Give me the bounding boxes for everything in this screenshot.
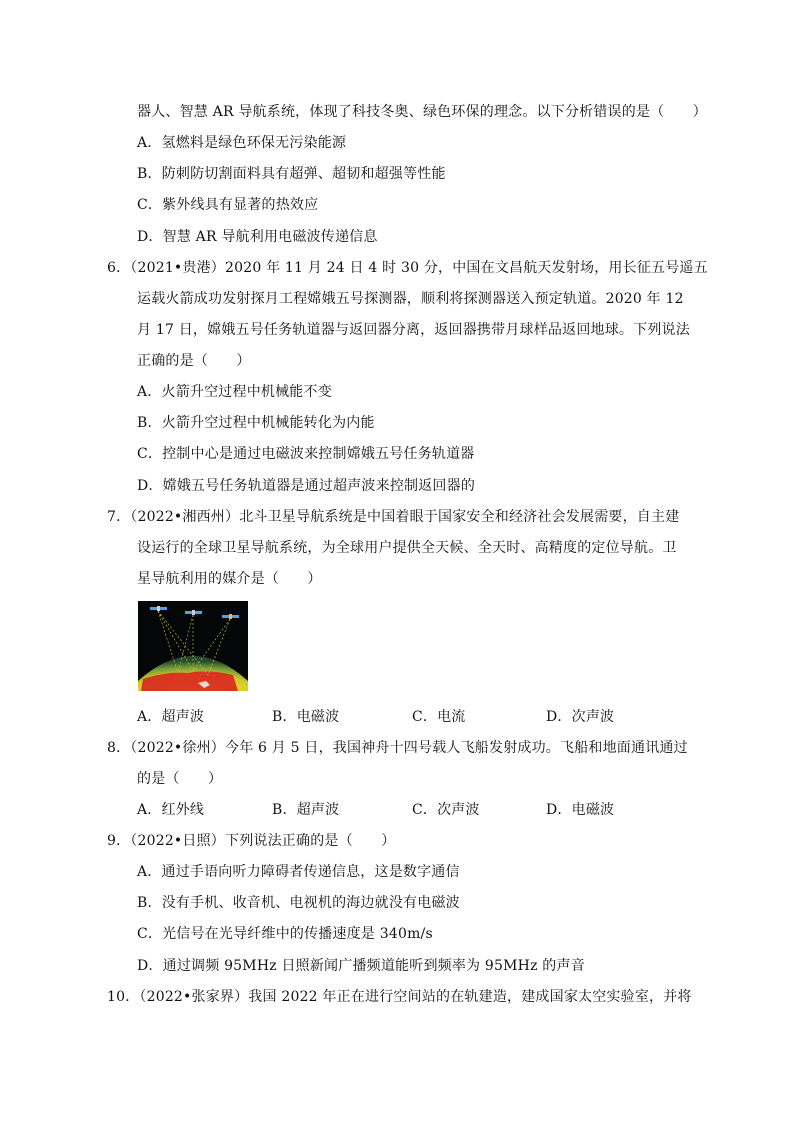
q6-stem-line-3: 月 17 日，嫦娥五号任务轨道器与返回器分离，返回器携带月球样品返回地球。下列说法 <box>137 322 690 338</box>
q8-options-row <box>0 800 794 820</box>
q9-option-a: A．通过手语向听力障碍者传递信息，这是数字通信 <box>137 864 460 880</box>
q8-stem-line-2: 的是（ ） <box>137 771 223 787</box>
q5-option-a: A．氢燃料是绿色环保无污染能源 <box>137 135 347 151</box>
q9-option-b: B．没有手机、收音机、电视机的海边就没有电磁波 <box>137 895 460 911</box>
q7-stem-line-2: 设运行的全球卫星导航系统，为全球用户提供全天候、全天时、高精度的定位导航。卫 <box>137 540 677 556</box>
q5-option-b: B．防刺防切割面料具有超弹、超韧和超强等性能 <box>137 166 446 182</box>
q6-option-d: D．嫦娥五号任务轨道器是通过超声波来控制返回器的 <box>137 478 476 494</box>
satellite-navigation-illustration <box>138 601 248 691</box>
q7-stem-line-1: 7．（2022•湘西州）北斗卫星导航系统是中国着眼于国家安全和经济社会发展需要，自主建 <box>107 509 680 525</box>
q6-stem-line-4: 正确的是（ ） <box>137 353 251 369</box>
q6-stem-line-2: 运载火箭成功发射探月工程嫦娥五号探测器，顺利将探测器送入预定轨道。2020 年 12 <box>137 291 684 307</box>
q7-stem-line-3: 星导航利用的媒介是（ ） <box>137 571 322 587</box>
q8-option-b: B．超声波 <box>272 802 340 818</box>
q7-option-b: B．电磁波 <box>272 709 340 725</box>
q9-stem-line-1: 9．（2022•日照）下列说法正确的是（ ） <box>107 833 396 849</box>
q8-option-a: A．红外线 <box>137 802 205 818</box>
q6-option-c: C．控制中心是通过电磁波来控制嫦娥五号任务轨道器 <box>137 446 475 462</box>
q7-options-row <box>0 707 794 727</box>
q8-option-d: D．电磁波 <box>546 802 615 818</box>
q8-stem-line-1: 8．（2022•徐州）今年 6 月 5 日，我国神舟十四号载人飞船发射成功。飞船和地面通讯通过 <box>107 740 688 756</box>
q7-option-d: D．次声波 <box>546 709 615 725</box>
q5-option-c: C．紫外线具有显著的热效应 <box>137 197 319 213</box>
q9-option-d: D．通过调频 95MHz 日照新闻广播频道能听到频率为 95MHz 的声音 <box>137 958 585 974</box>
q5-option-d: D．智慧 AR 导航利用电磁波传递信息 <box>137 229 378 245</box>
q10-stem-line-1: 10．（2022•张家界）我国 2022 年正在进行空间站的在轨建造，建成国家太空实验室，并将 <box>107 989 692 1005</box>
q6-option-b: B．火箭升空过程中机械能转化为内能 <box>137 415 375 431</box>
q6-stem-line-1: 6．（2021•贵港）2020 年 11 月 24 日 4 时 30 分，中国在文昌航天发射场，用长征五号遥五 <box>107 260 708 276</box>
q8-option-c: C．次声波 <box>412 802 480 818</box>
q7-option-a: A．超声波 <box>137 709 205 725</box>
q9-option-c: C．光信号在光导纤维中的传播速度是 340m/s <box>137 926 433 942</box>
q5-stem-tail: 器人、智慧 AR 导航系统，体现了科技冬奥、绿色环保的理念。以下分析错误的是（ ） <box>137 104 707 120</box>
q6-option-a: A．火箭升空过程中机械能不变 <box>137 384 332 400</box>
q7-option-c: C．电流 <box>412 709 466 725</box>
